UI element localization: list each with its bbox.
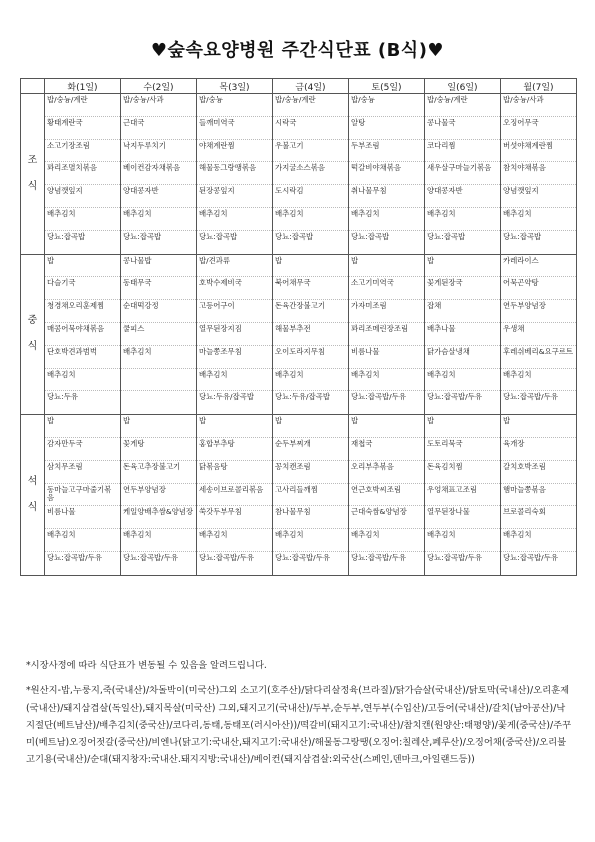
- meal-label-char: 조: [27, 154, 38, 166]
- menu-item: 당뇨:두유/잡곡밥: [275, 392, 330, 402]
- menu-cell: [501, 94, 577, 255]
- meal-label-char: 식: [27, 501, 38, 513]
- menu-item: 배추김치: [425, 208, 500, 231]
- menu-cell: [349, 254, 425, 415]
- menu-item: 배추김치: [121, 208, 196, 231]
- menu-item: 닭볶음탕: [197, 461, 272, 484]
- menu-item: 참치야채볶음: [501, 162, 576, 185]
- menu-item: 배추김치: [349, 208, 424, 231]
- menu-item: 청경채오리훈제찜: [45, 300, 120, 323]
- menu-item: 버섯야채계란찜: [501, 140, 576, 163]
- meal-row: [21, 254, 577, 415]
- menu-item: 오징어무국: [501, 117, 576, 140]
- menu-item: 당뇨:두유: [47, 392, 79, 402]
- menu-item: 꽃게탕: [121, 438, 196, 461]
- menu-item: 당뇨:잡곡밥/두유: [503, 552, 558, 562]
- meal-label-char: 중: [27, 315, 38, 327]
- menu-item: 배추김치: [197, 369, 272, 392]
- meal-label-char: 식: [27, 341, 38, 353]
- menu-cell: [273, 254, 349, 415]
- day-header: 금(4일): [273, 79, 349, 94]
- menu-item: 밥: [45, 255, 120, 278]
- menu-item: 배추김치: [197, 529, 272, 552]
- menu-item: 밥/숭늉: [349, 94, 424, 117]
- menu-item: 감자만두국: [45, 438, 120, 461]
- menu-item: 배추김치: [501, 529, 576, 552]
- menu-cell: [45, 254, 121, 415]
- menu-item: 배추김치: [273, 369, 348, 392]
- day-header-row: [21, 79, 577, 94]
- menu-item: 밥: [349, 255, 424, 278]
- menu-item: 당뇨:잡곡밥/두유: [123, 552, 178, 562]
- menu-item: 배추김치: [273, 529, 348, 552]
- menu-item: 당뇨:잡곡밥/두유: [503, 392, 558, 402]
- menu-item: 당뇨:잡곡밥/두유: [351, 552, 406, 562]
- menu-item: 동마늘고구마줄기볶음: [45, 484, 120, 507]
- menu-cell: [349, 415, 425, 576]
- menu-item: 양대콩자반: [425, 185, 500, 208]
- menu-cell: [425, 415, 501, 576]
- menu-item: 당뇨:잡곡밥: [503, 231, 542, 241]
- notes-section: [26, 657, 574, 769]
- menu-item: 마늘쫑조무침: [197, 346, 272, 369]
- menu-item: 밥/숭늉/계란: [425, 94, 500, 117]
- menu-item: 밥: [45, 415, 120, 438]
- corner-cell: [21, 79, 45, 94]
- menu-item: 케일양배추쌈&양념장: [121, 506, 196, 529]
- menu-item: 당뇨:잡곡밥: [275, 231, 314, 241]
- menu-item: 쿨피스: [121, 323, 196, 346]
- meal-label: [21, 254, 45, 415]
- menu-item: 해물부추전: [273, 323, 348, 346]
- menu-item: 비름나물: [349, 346, 424, 369]
- menu-item: 양대콩자반: [121, 185, 196, 208]
- menu-item: 밥: [197, 415, 272, 438]
- menu-item: 배추김치: [45, 208, 120, 231]
- meal-row: [21, 415, 577, 576]
- menu-cell: [425, 94, 501, 255]
- menu-item: 잡채: [425, 300, 500, 323]
- menu-item: 매콤어묵야채볶음: [45, 323, 120, 346]
- menu-cell: [425, 254, 501, 415]
- day-header: 일(6일): [425, 79, 501, 94]
- menu-item: [121, 369, 196, 392]
- menu-item: 꽈리조멸치볶음: [45, 162, 120, 185]
- menu-item: 밥/숭늉/계란: [273, 94, 348, 117]
- menu-item: 근대숙쌈&양념장: [349, 506, 424, 529]
- menu-cell: [273, 94, 349, 255]
- origin-text: *원산지-밥,누룽지,죽(국내산)/차돌박이(미국산)그외 소고기(호주산)/닭다리살정육(브라질)/닭가슴살(국내산)/닭토막(국내산)/오리훈제(국내산)/돼지삼겹살(독일산),돼지목살(미국산) 그외,돼지고기(국내산)/두부,순두부,연두부(수입산)/고등어(국내산)/갈치(남아공산)/낙지절단(베트남산)/배추김치(중국산)/코다리,동태,동태포(러시아산))/떡갈비(돼지고기:국내산)/참치캔(원양산:태평양)/꽃게(중국산)/주꾸미(베트남)오징어젓갈(중국산)/비엔나(닭고기:국내산,돼지고기:국내산)/해물동그랑땡(오징어:칠레산,페루산)/오징어채(중국산)/오리불고기용(국내산)/순대(돼지창자:국내산.돼지지방:국내산)/베이컨(돼지삼겹살:외국산(스페인,덴마크,아일랜드등)): [26, 685, 572, 766]
- menu-item: 야채계란찜: [197, 140, 272, 163]
- menu-item: 시락국: [273, 117, 348, 140]
- menu-item: 우엉채표고조림: [425, 484, 500, 507]
- menu-item: 밥: [425, 415, 500, 438]
- menu-item: 낙지두루치기: [121, 140, 196, 163]
- menu-cell: [349, 94, 425, 255]
- menu-item: 배추김치: [121, 529, 196, 552]
- menu-item: 카레라이스: [501, 255, 576, 278]
- menu-item: 밥: [349, 415, 424, 438]
- menu-item: 당뇨:잡곡밥/두유: [47, 552, 102, 562]
- meal-label: [21, 415, 45, 576]
- menu-item: 돈육김치찜: [425, 461, 500, 484]
- weekly-menu-table: [20, 78, 577, 576]
- menu-item: 소고기장조림: [45, 140, 120, 163]
- menu-item: 가지굴소스볶음: [273, 162, 348, 185]
- menu-item: 다슬기국: [45, 277, 120, 300]
- day-header: 월(7일): [501, 79, 577, 94]
- menu-item: 재첩국: [349, 438, 424, 461]
- menu-item: 닭가슴살냉채: [425, 346, 500, 369]
- menu-item: 후레쉬베리&요구르트: [501, 346, 576, 369]
- menu-item: 배추김치: [501, 369, 576, 392]
- menu-item: 연두부양념장: [501, 300, 576, 323]
- menu-item: 순대떡강정: [121, 300, 196, 323]
- menu-cell: [121, 94, 197, 255]
- menu-item: 배추김치: [425, 529, 500, 552]
- menu-cell: [45, 415, 121, 576]
- menu-cell: [197, 254, 273, 415]
- menu-item: 밥: [501, 415, 576, 438]
- menu-item: 배추김치: [349, 369, 424, 392]
- menu-item: 배추나물: [425, 323, 500, 346]
- menu-item: 된장콩잎지: [197, 185, 272, 208]
- menu-item: 배추김치: [45, 529, 120, 552]
- menu-item: 순두부찌개: [273, 438, 348, 461]
- menu-item: 참나물무침: [273, 506, 348, 529]
- menu-item: 홍합부추탕: [197, 438, 272, 461]
- menu-item: 당뇨:두유/잡곡밥: [199, 392, 254, 402]
- menu-cell: [273, 415, 349, 576]
- menu-item: 밥: [273, 415, 348, 438]
- menu-cell: [197, 94, 273, 255]
- menu-item: 고사리들깨찜: [273, 484, 348, 507]
- day-header: 수(2일): [121, 79, 197, 94]
- menu-item: 근대국: [121, 117, 196, 140]
- menu-item: 오리부추볶음: [349, 461, 424, 484]
- menu-item: 당뇨:잡곡밥/두유: [427, 552, 482, 562]
- menu-item: 밥: [273, 255, 348, 278]
- menu-item: 브로콜리숙회: [501, 506, 576, 529]
- menu-item: 새우살구마늘기볶음: [425, 162, 500, 185]
- menu-item: 당뇨:잡곡밥/두유: [351, 392, 406, 402]
- menu-cell: [121, 415, 197, 576]
- menu-item: 꽃게된장국: [425, 277, 500, 300]
- menu-item: 어묵곤약탕: [501, 277, 576, 300]
- menu-item: 밥/견과류: [197, 255, 272, 278]
- menu-item: 밥/숭늉/사과: [121, 94, 196, 117]
- menu-item: 배추김치: [501, 208, 576, 231]
- menu-item: 당뇨:잡곡밥: [199, 231, 238, 241]
- menu-item: 북어채무국: [273, 277, 348, 300]
- menu-item: 알탕: [349, 117, 424, 140]
- day-header: 목(3일): [197, 79, 273, 94]
- menu-cell: [121, 254, 197, 415]
- menu-item: 콩나물국: [425, 117, 500, 140]
- meal-label-char: 석: [27, 475, 38, 487]
- menu-item: 베이컨감자채볶음: [121, 162, 196, 185]
- menu-item: 양념깻잎지: [501, 185, 576, 208]
- menu-item: 해물동그랑땡볶음: [197, 162, 272, 185]
- menu-item: 당뇨:잡곡밥/두유: [275, 552, 330, 562]
- menu-item: 열무된장지짐: [197, 323, 272, 346]
- menu-item: 육개장: [501, 438, 576, 461]
- menu-item: 취나물무침: [349, 185, 424, 208]
- menu-item: 배추김치: [197, 208, 272, 231]
- day-header: 화(1일): [45, 79, 121, 94]
- menu-item: [121, 391, 196, 414]
- menu-item: 고등어구이: [197, 300, 272, 323]
- menu-item: 배추김치: [425, 369, 500, 392]
- menu-item: 호박수제비국: [197, 277, 272, 300]
- menu-item: 양념깻잎지: [45, 185, 120, 208]
- menu-item: 돈육고추장불고기: [121, 461, 196, 484]
- menu-item: 단호박견과범벅: [45, 346, 120, 369]
- menu-cell: [197, 415, 273, 576]
- day-header: 토(5일): [349, 79, 425, 94]
- meal-label: [21, 94, 45, 255]
- menu-item: 우생채: [501, 323, 576, 346]
- menu-item: 배추김치: [121, 346, 196, 369]
- menu-item: 배추김치: [45, 369, 120, 392]
- menu-item: 두부조림: [349, 140, 424, 163]
- menu-item: 당뇨:잡곡밥/두유: [199, 552, 254, 562]
- menu-item: 햄마늘쫑볶음: [501, 484, 576, 507]
- menu-item: 꽁치캔조림: [273, 461, 348, 484]
- menu-item: 콩나물밥: [121, 255, 196, 278]
- menu-item: 연두부양념장: [121, 484, 196, 507]
- menu-item: 오이도라지무침: [273, 346, 348, 369]
- menu-item: 당뇨:잡곡밥: [47, 231, 86, 241]
- menu-item: 도토리묵국: [425, 438, 500, 461]
- menu-item: 꽈리조메린장조림: [349, 323, 424, 346]
- menu-item: 당뇨:잡곡밥/두유: [427, 392, 482, 402]
- menu-item: 당뇨:잡곡밥: [427, 231, 466, 241]
- meal-label-char: 식: [27, 180, 38, 192]
- menu-item: 떡갈비야채볶음: [349, 162, 424, 185]
- menu-item: 코다리찜: [425, 140, 500, 163]
- menu-cell: [501, 415, 577, 576]
- menu-item: 배추김치: [273, 208, 348, 231]
- menu-item: 당뇨:잡곡밥: [123, 231, 162, 241]
- menu-item: 소고기미역국: [349, 277, 424, 300]
- menu-item: 우불고기: [273, 140, 348, 163]
- menu-cell: [45, 94, 121, 255]
- menu-item: 밥: [121, 415, 196, 438]
- menu-item: 밥: [425, 255, 500, 278]
- menu-item: 갈치호박조림: [501, 461, 576, 484]
- menu-item: 돈육간장불고기: [273, 300, 348, 323]
- menu-item: 세송이브로콜리볶음: [197, 484, 272, 507]
- menu-item: 비름나물: [45, 506, 120, 529]
- menu-item: 밥/숭늉: [197, 94, 272, 117]
- menu-item: 쑥갓두부무침: [197, 506, 272, 529]
- menu-item: 밥/숭늉/계란: [45, 94, 120, 117]
- notice-text: *시장사정에 따라 식단표가 변동될 수 있음을 알려드립니다.: [26, 660, 267, 671]
- menu-item: 황태계란국: [45, 117, 120, 140]
- menu-item: 가자미조림: [349, 300, 424, 323]
- menu-item: 밥/숭늉/사과: [501, 94, 576, 117]
- meal-row: [21, 94, 577, 255]
- menu-item: 삼치무조림: [45, 461, 120, 484]
- page-title: ♥숲속요양병원 주간식단표 (B식)♥: [150, 40, 445, 61]
- menu-item: 연근호박씨조림: [349, 484, 424, 507]
- menu-body: [21, 94, 577, 576]
- menu-item: 열무된장나물: [425, 506, 500, 529]
- menu-item: 배추김치: [349, 529, 424, 552]
- menu-item: 당뇨:잡곡밥: [351, 231, 390, 241]
- menu-item: 동태무국: [121, 277, 196, 300]
- menu-item: 도시락김: [273, 185, 348, 208]
- menu-cell: [501, 254, 577, 415]
- menu-item: 들깨미역국: [197, 117, 272, 140]
